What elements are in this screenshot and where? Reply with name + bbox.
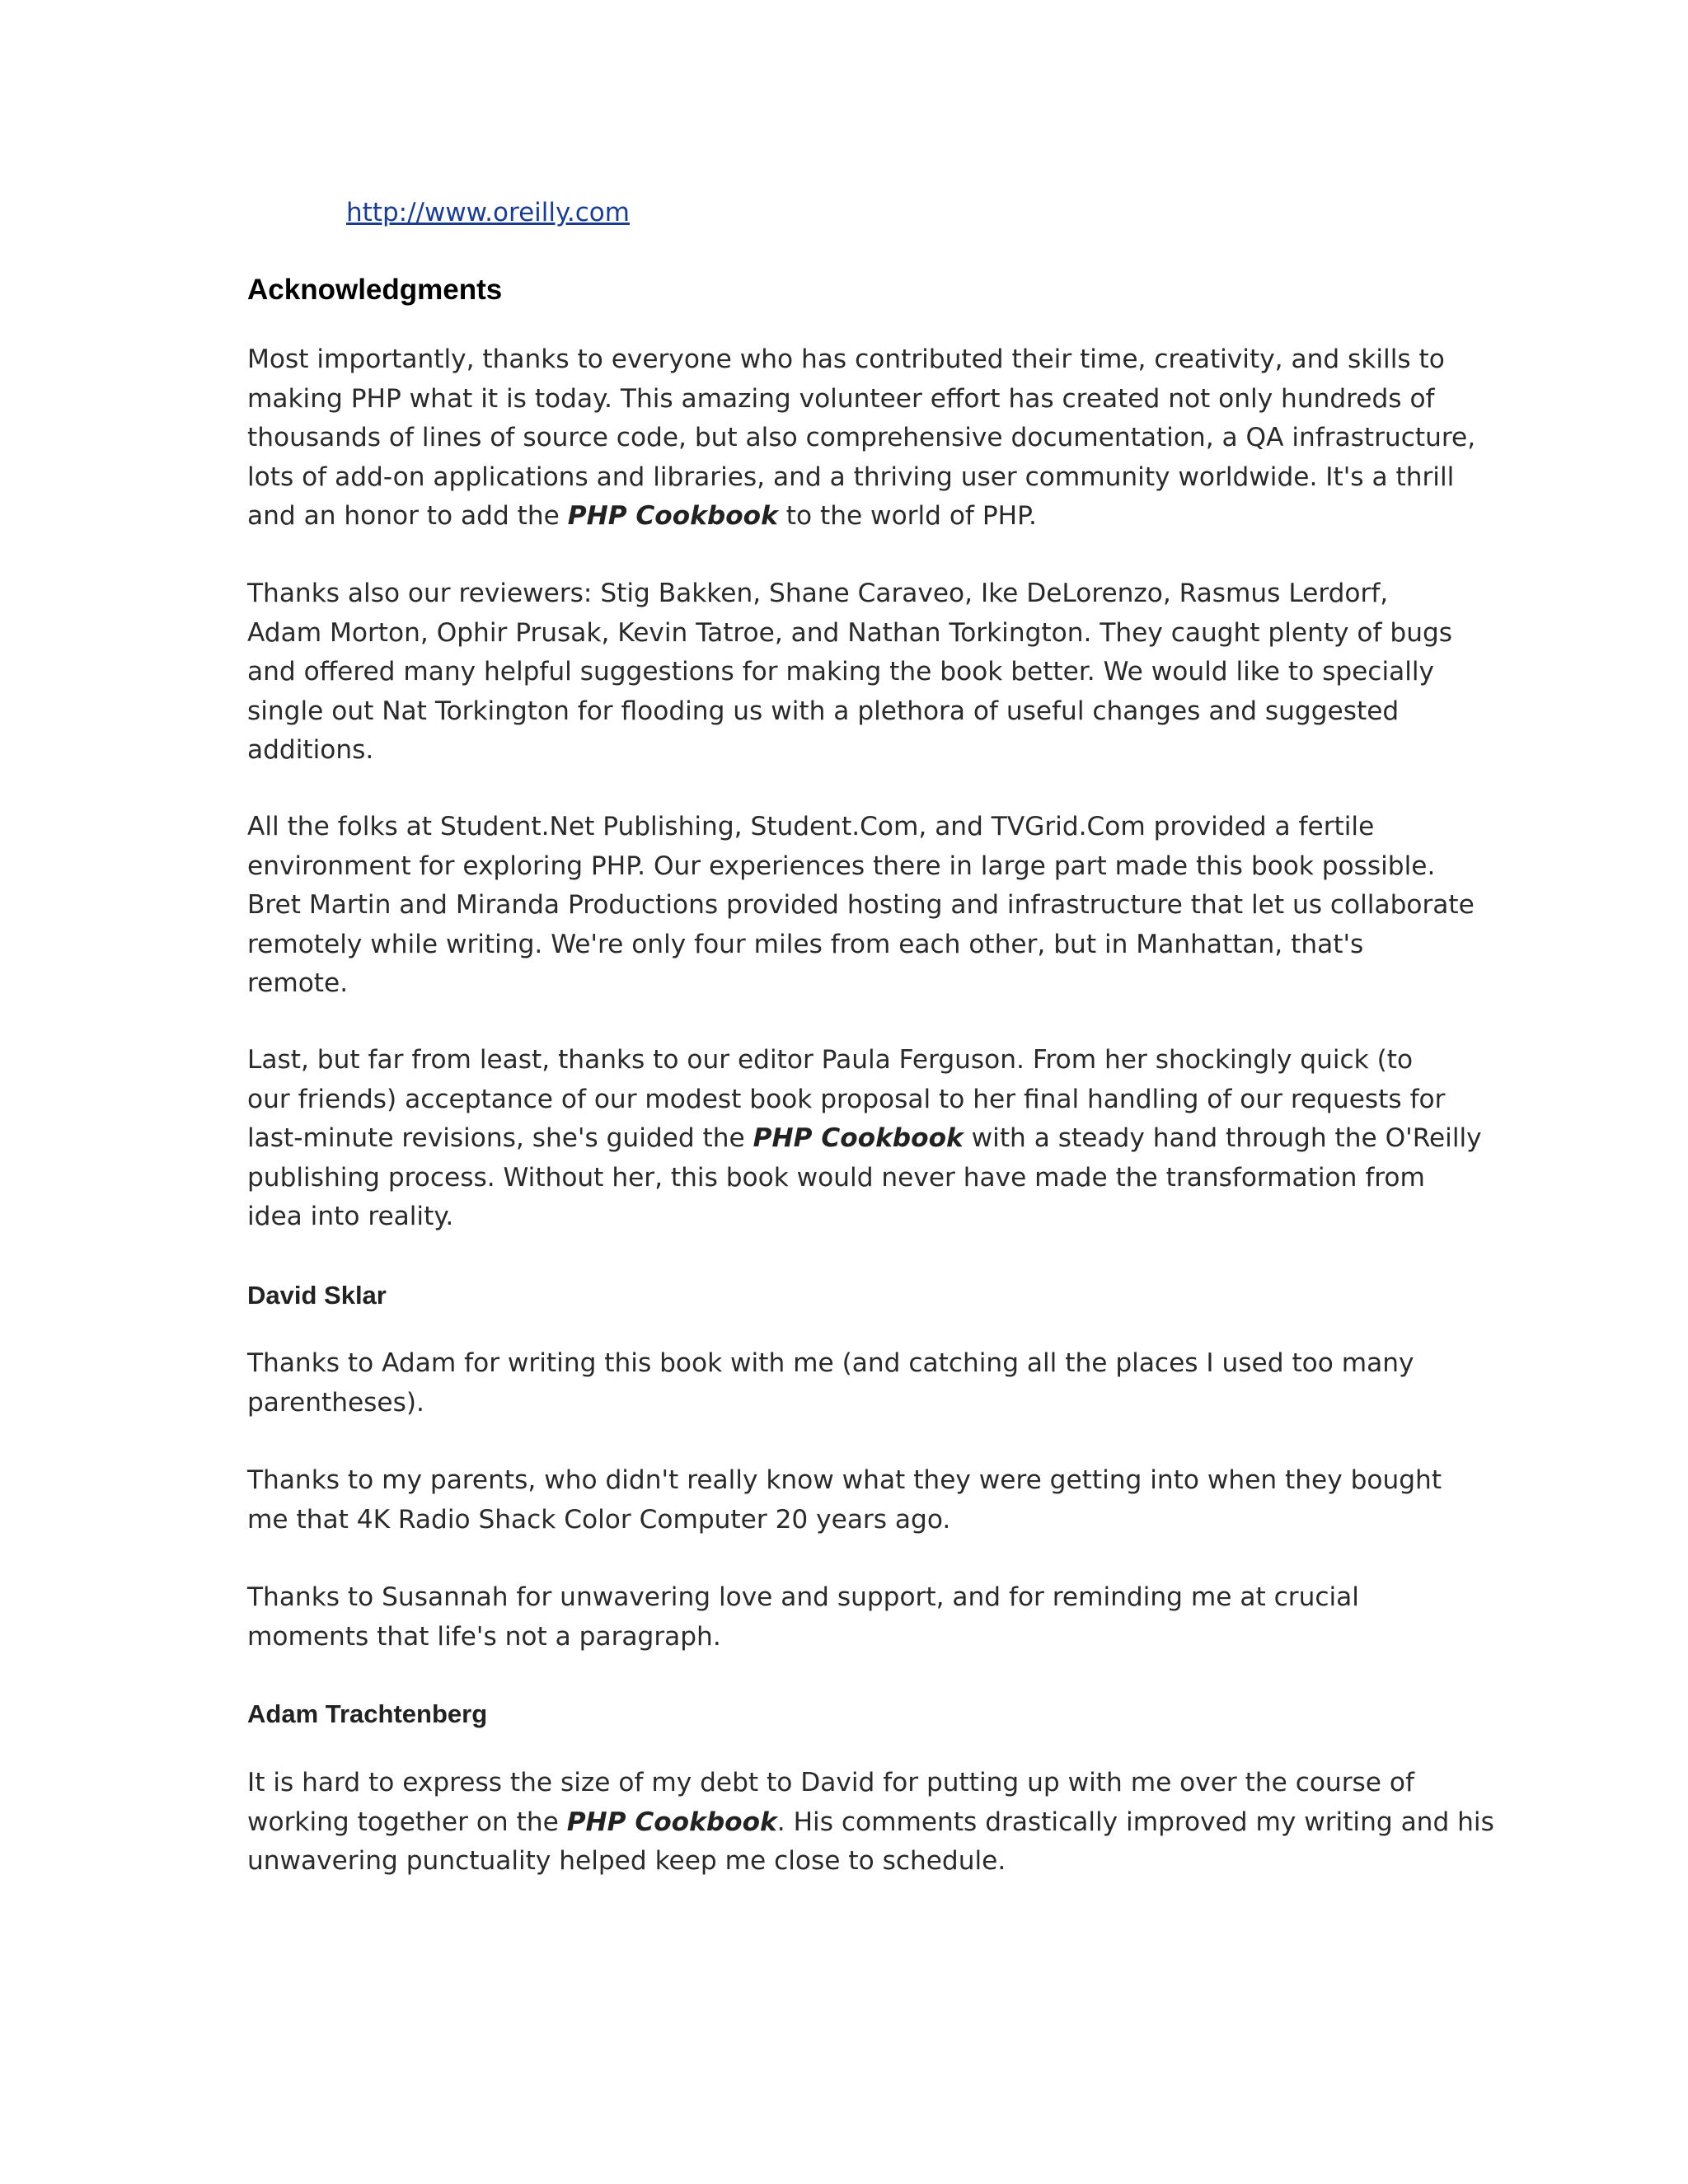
paragraph-line	[247, 1119, 1482, 1159]
paragraph-line: our friends) acceptance of our modest book proposal to her final handling of our requests for	[247, 1084, 1446, 1114]
book-title: PHP Cookbook	[567, 501, 778, 531]
paragraph-reviewers	[247, 574, 1451, 771]
paragraph-line: making PHP what it is today. This amazing volunteer effort has created not only hundreds of	[247, 383, 1435, 414]
paragraph-contributors	[247, 340, 1476, 537]
paragraph-line: moments that life's not a paragraph.	[247, 1621, 721, 1652]
paragraph-line: me that 4K Radio Shack Color Computer 20 years ago.	[247, 1504, 951, 1535]
book-title: PHP Cookbook	[753, 1123, 964, 1153]
text-segment: working together on the	[247, 1807, 567, 1837]
paragraph-line: Most importantly, thanks to everyone who has contributed their time, creativity, and skills to	[247, 344, 1445, 374]
paragraph-line: Adam Morton, Ophir Prusak, Kevin Tatroe, and Nathan Torkington. They caught plenty of bugs	[247, 617, 1453, 648]
paragraph-line: unwavering punctuality helped keep me close to schedule.	[247, 1846, 1006, 1876]
paragraph-line: parentheses).	[247, 1387, 424, 1418]
text-segment: with a steady hand through the O'Reilly	[963, 1123, 1482, 1153]
paragraph-line: remotely while writing. We're only four miles from each other, but in Manhattan, that's	[247, 929, 1364, 959]
paragraph-line: environment for exploring PHP. Our experiences there in large part made this book possible.	[247, 851, 1436, 881]
author-heading-adam: Adam Trachtenberg	[247, 1699, 488, 1728]
paragraph-line: additions.	[247, 735, 374, 765]
paragraph-parents	[247, 1461, 1451, 1540]
paragraph-line: It is hard to express the size of my debt to David for putting up with me over the course of	[247, 1768, 1414, 1797]
paragraph-editor	[247, 1041, 1482, 1237]
text-segment: last-minute revisions, she's guided the	[247, 1123, 753, 1153]
paragraph-line: thousands of lines of source code, but also comprehensive documentation, a QA infrastructure,	[247, 423, 1476, 452]
paragraph-line: lots of add-on applications and libraries, and a thriving user community worldwide. It's a thrill	[247, 462, 1455, 492]
paragraph-line	[247, 1803, 1494, 1843]
paragraph-line: and offered many helpful suggestions for making the book better. We would like to specially	[247, 657, 1435, 687]
author-heading-david: David Sklar	[247, 1281, 387, 1310]
paragraph-thanks-david	[247, 1764, 1494, 1882]
paragraph-line: Bret Martin and Miranda Productions provided hosting and infrastructure that let us collaborate	[247, 890, 1475, 920]
paragraph-line: Last, but far from least, thanks to our editor Paula Ferguson. From her shockingly quick (to	[247, 1045, 1414, 1075]
paragraph-line	[247, 497, 1451, 537]
acknowledgments-heading: Acknowledgments	[247, 274, 503, 306]
text-segment: to the world of PHP.	[777, 501, 1037, 531]
paragraph-line: publishing process. Without her, this book would never have made the transformation from	[247, 1162, 1425, 1193]
paragraph-line: Thanks to Susannah for unwavering love and support, and for reminding me at crucial	[247, 1582, 1359, 1612]
paragraph-line: Thanks to Adam for writing this book with me (and catching all the places I used too many	[247, 1348, 1414, 1378]
paragraph-line: remote.	[247, 968, 349, 998]
text-segment: . His comments drastically improved my writing and his	[776, 1807, 1494, 1837]
oreilly-link[interactable]: http://www.oreilly.com	[346, 198, 630, 227]
paragraph-line: idea into reality.	[247, 1202, 454, 1231]
paragraph-line: Thanks also our reviewers: Stig Bakken, Shane Caraveo, Ike DeLorenzo, Rasmus Lerdorf,	[247, 579, 1389, 608]
paragraph-thanks-adam	[247, 1344, 1451, 1422]
paragraph-folks	[247, 808, 1475, 1004]
paragraph-susannah	[247, 1578, 1451, 1657]
text-segment: and an honor to add the	[247, 501, 568, 531]
paragraph-line: single out Nat Torkington for flooding us with a plethora of useful changes and suggested	[247, 696, 1400, 726]
paragraph-line: Thanks to my parents, who didn't really know what they were getting into when they bought	[247, 1465, 1442, 1495]
book-title: PHP Cookbook	[566, 1807, 777, 1837]
paragraph-line: All the folks at Student.Net Publishing, Student.Com, and TVGrid.Com provided a fertile	[247, 812, 1375, 841]
